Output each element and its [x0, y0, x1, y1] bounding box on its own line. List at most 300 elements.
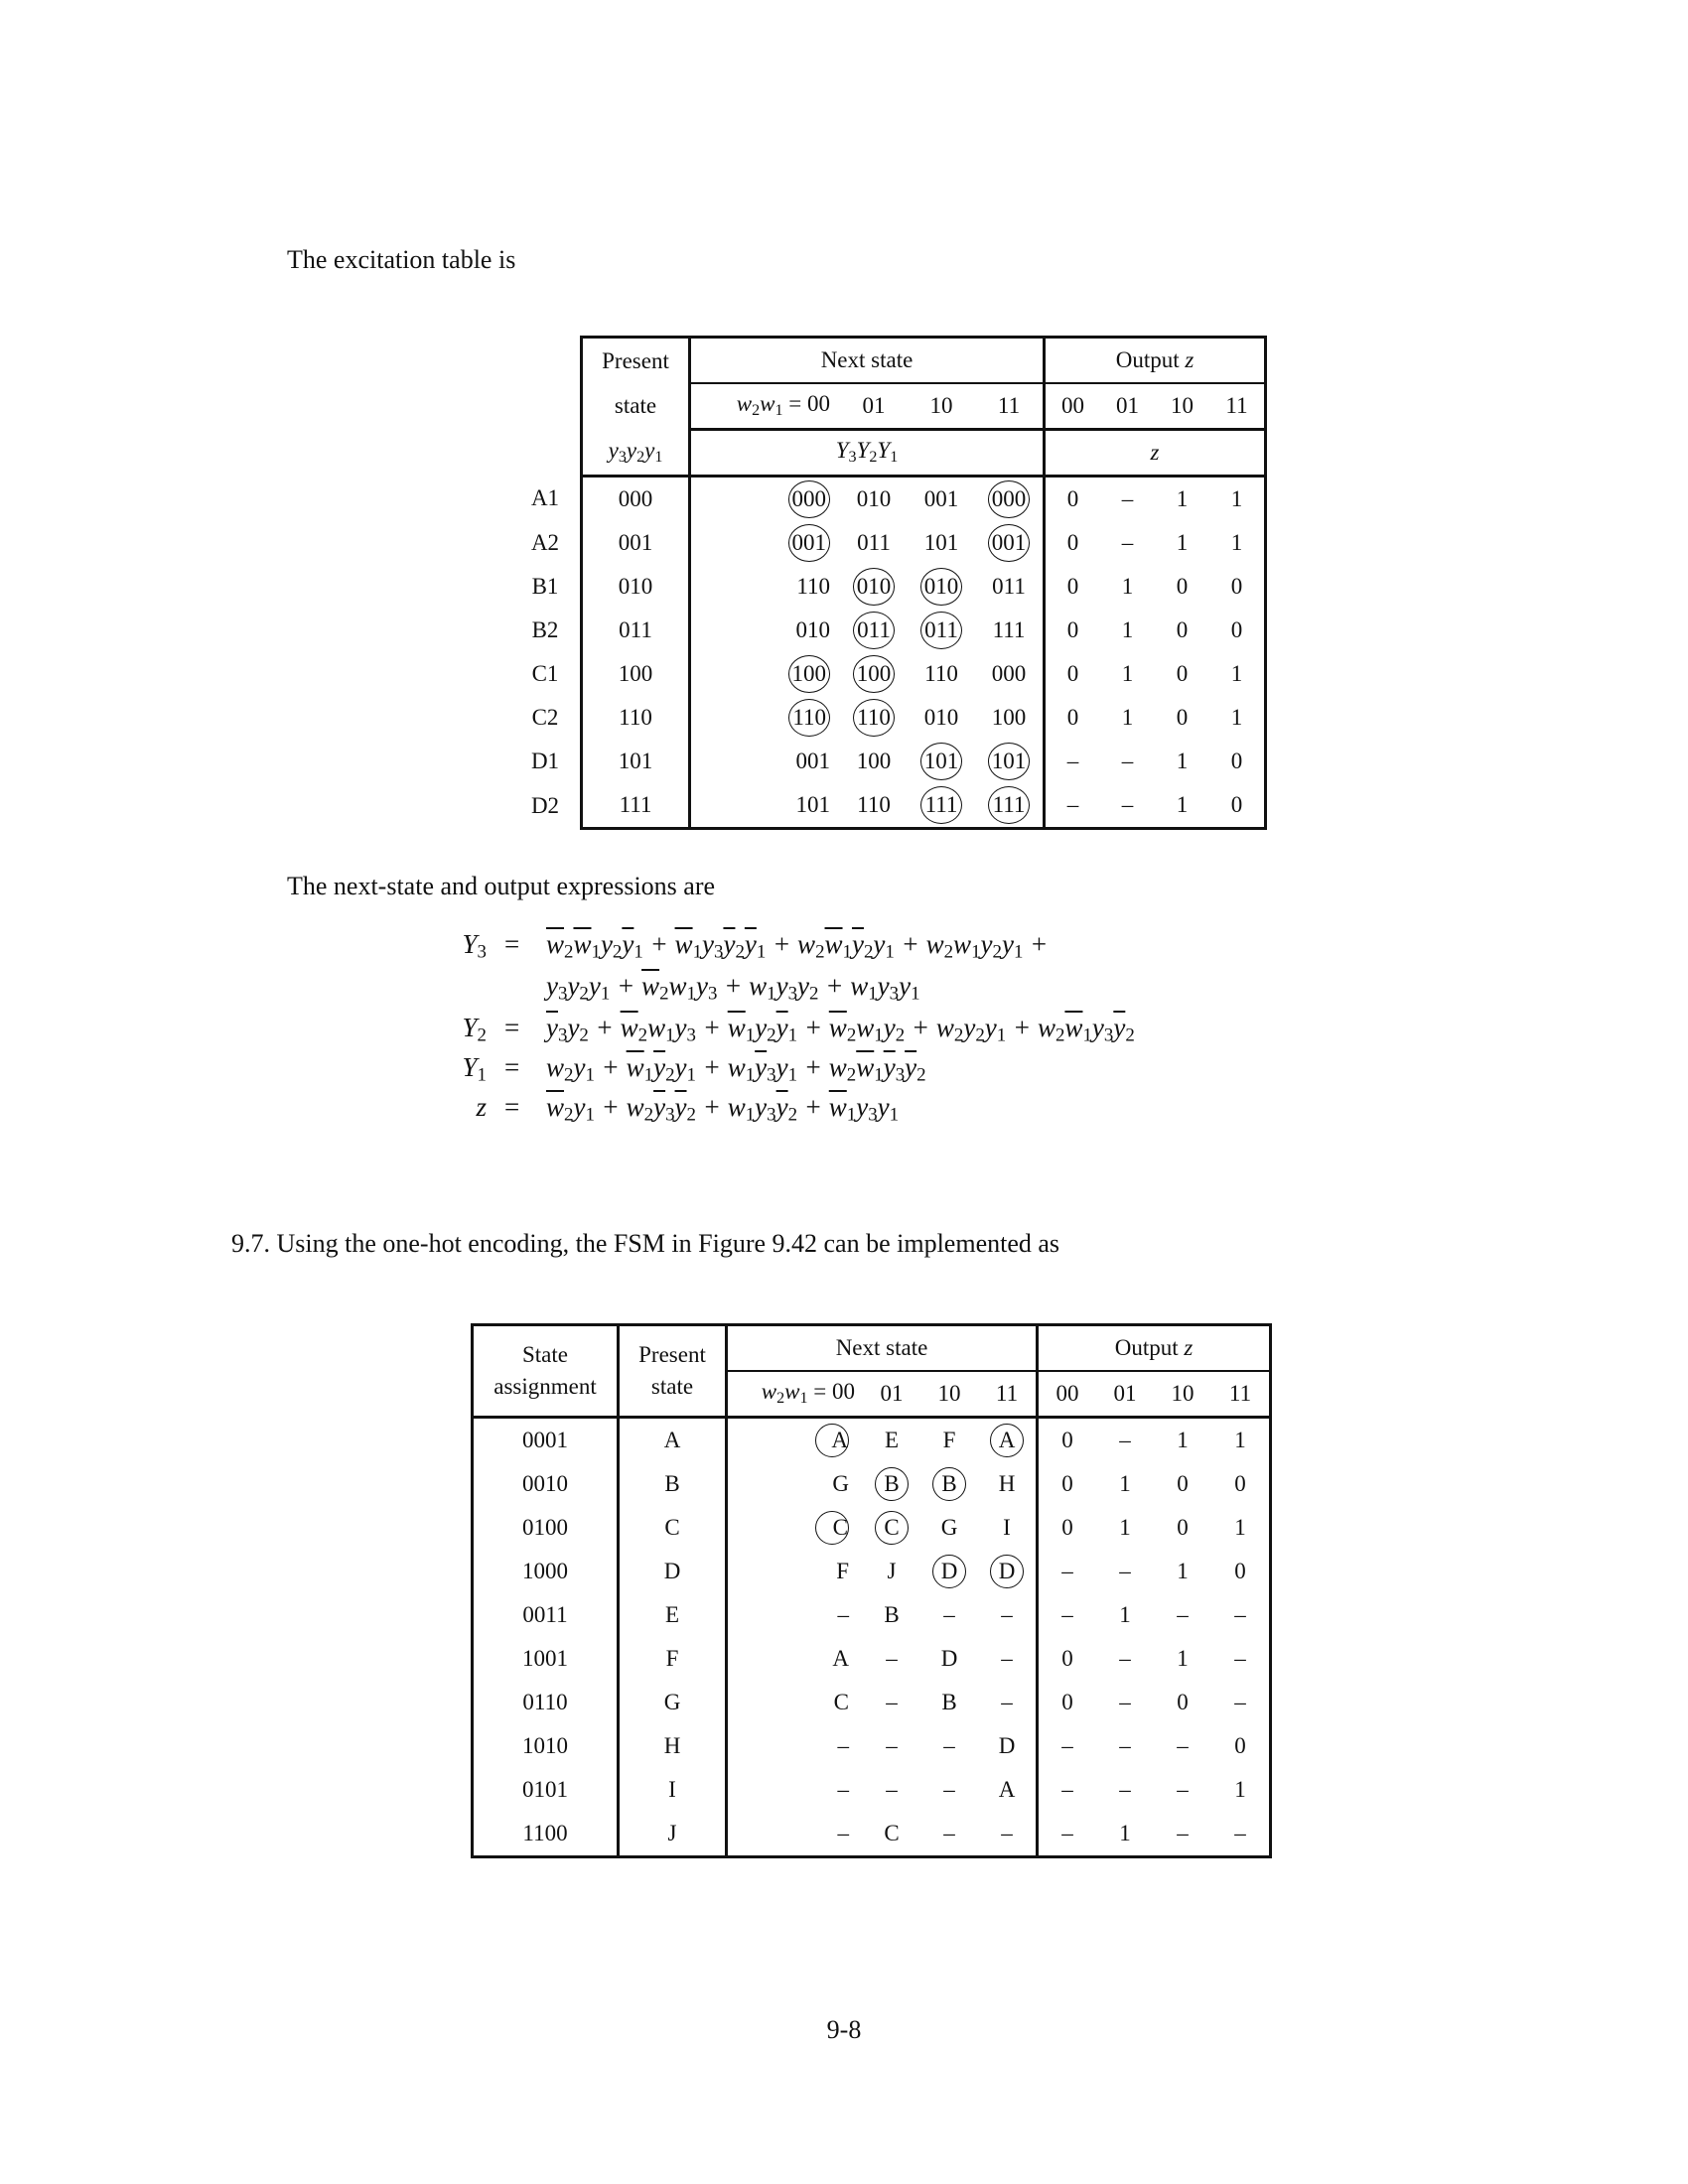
- next-state-cell: [727, 1724, 864, 1768]
- next-state-cell: [975, 565, 1045, 609]
- state-code: 111: [582, 783, 690, 829]
- present-header: Present: [582, 338, 690, 384]
- state-assignment: 0001: [473, 1418, 619, 1463]
- table-row: [500, 652, 1266, 696]
- present-state: A: [619, 1418, 727, 1463]
- next-state-cell: [920, 1462, 978, 1506]
- present-state: C: [619, 1506, 727, 1550]
- next-state-cell: [727, 1550, 864, 1593]
- state-name: A2: [530, 530, 560, 555]
- state-assignment: 0101: [473, 1768, 619, 1812]
- output-cell: 1: [1177, 1559, 1189, 1583]
- present-header-line1: Present: [638, 1342, 706, 1367]
- next-state-cell: [727, 1418, 864, 1463]
- output-cell: 0: [1061, 1646, 1073, 1671]
- next-state-cell: [975, 783, 1045, 829]
- stable-state-circled: 100: [788, 655, 831, 693]
- output-cell: –: [1154, 1812, 1211, 1857]
- next-state-header: Next state: [690, 338, 1045, 384]
- input-col-header: 10: [908, 383, 975, 430]
- next-state-value: B: [884, 1602, 900, 1627]
- output-cell: 0: [1209, 740, 1266, 783]
- next-state-value: D: [940, 1646, 958, 1671]
- output-cell: –: [1119, 1690, 1131, 1714]
- present-state: B: [619, 1462, 727, 1506]
- next-state-value: F: [836, 1559, 849, 1583]
- next-state-cell: [727, 1637, 864, 1681]
- next-state-value: 100: [991, 705, 1027, 730]
- next-state-cell: [690, 477, 841, 522]
- output-cell: –: [1100, 783, 1155, 829]
- next-state-cell: [920, 1418, 978, 1463]
- next-state-cell: [908, 521, 975, 565]
- output-cell: –: [1038, 1812, 1097, 1857]
- table-row: [473, 1681, 1271, 1724]
- next-state-cell: [920, 1593, 978, 1637]
- next-state-value: 100: [856, 749, 892, 773]
- stable-state-circled: 110: [788, 699, 830, 737]
- next-state-cell: [908, 565, 975, 609]
- next-state-cell: [920, 1812, 978, 1857]
- output-cell: 1: [1209, 696, 1266, 740]
- output-cell: 1: [1096, 1812, 1154, 1857]
- next-state-cell: [840, 521, 908, 565]
- next-state-cell: [978, 1462, 1038, 1506]
- next-state-value: 110: [857, 792, 891, 817]
- present-header: [619, 1325, 727, 1418]
- next-state-cell: [863, 1768, 920, 1812]
- stable-state-circled: A: [815, 1424, 849, 1457]
- table-row: [473, 1550, 1271, 1593]
- next-state-value: 110: [796, 574, 830, 599]
- next-state-value: –: [1001, 1646, 1013, 1671]
- section-9-7-text: 9.7. Using the one-hot encoding, the FSM in Figure 9.42 can be implemented as: [231, 1229, 1060, 1258]
- output-cell: 1: [1211, 1768, 1271, 1812]
- next-state-value: –: [943, 1821, 955, 1845]
- table-row: [473, 1812, 1271, 1857]
- next-state-cell: [978, 1681, 1038, 1724]
- stable-state-circled: 010: [920, 568, 963, 606]
- next-state-cell: [863, 1593, 920, 1637]
- next-state-cell: [908, 477, 975, 522]
- output-col-header: 01: [1100, 383, 1155, 430]
- stable-state-circled: C: [875, 1511, 909, 1545]
- next-state-value: D: [998, 1733, 1016, 1758]
- next-state-header: Next state: [727, 1325, 1038, 1372]
- next-state-cell: [863, 1550, 920, 1593]
- output-col-header: 01: [1096, 1371, 1154, 1418]
- output-cell: 1: [1177, 1428, 1189, 1452]
- next-state-value: E: [884, 1428, 900, 1452]
- output-var-header: z: [1045, 430, 1266, 477]
- next-state-cell: [978, 1418, 1038, 1463]
- state-assignment: 0010: [473, 1462, 619, 1506]
- next-state-value: –: [1001, 1821, 1013, 1845]
- next-state-cell: [863, 1681, 920, 1724]
- output-col-header: 00: [1038, 1371, 1097, 1418]
- next-state-cell: [978, 1506, 1038, 1550]
- table-row: [500, 696, 1266, 740]
- next-state-cell: [690, 740, 841, 783]
- output-cell: 0: [1177, 1515, 1189, 1540]
- output-cell: 1: [1121, 661, 1134, 686]
- table-row: [473, 1418, 1271, 1463]
- table-row: [500, 740, 1266, 783]
- next-state-cell: [690, 521, 841, 565]
- next-vars-header: $Y_3Y_2Y_1$: [690, 430, 1045, 477]
- output-header-label: Output z: [1114, 1335, 1194, 1360]
- next-state-value: 010: [856, 486, 892, 511]
- output-cell: 0: [1066, 574, 1079, 599]
- next-state-cell: [920, 1681, 978, 1724]
- state-assignment: 1001: [473, 1637, 619, 1681]
- next-state-cell: [840, 740, 908, 783]
- table-row: [473, 1593, 1271, 1637]
- output-col-header: 10: [1155, 383, 1209, 430]
- next-state-value: –: [837, 1602, 849, 1627]
- output-cell: 0: [1209, 609, 1266, 652]
- next-state-value: –: [943, 1733, 955, 1758]
- output-cell: –: [1061, 1602, 1073, 1627]
- state-name: A1: [530, 485, 560, 511]
- output-cell: –: [1211, 1637, 1271, 1681]
- output-cell: 1: [1177, 1646, 1189, 1671]
- table-row: [473, 1637, 1271, 1681]
- present-state: H: [619, 1724, 727, 1768]
- present-state: D: [619, 1550, 727, 1593]
- next-state-value: 110: [924, 661, 958, 686]
- next-state-value: –: [886, 1690, 898, 1714]
- output-cell: 0: [1177, 1471, 1189, 1496]
- table-row: [473, 1462, 1271, 1506]
- intro-text: The excitation table is: [287, 245, 516, 274]
- page-number: 9-8: [826, 2015, 862, 2044]
- output-cell: 0: [1209, 783, 1266, 829]
- assignment-header: [473, 1325, 619, 1418]
- next-state-value: –: [837, 1821, 849, 1845]
- table-row: [473, 1724, 1271, 1768]
- output-cell: 0: [1211, 1550, 1271, 1593]
- state-code: 110: [582, 696, 690, 740]
- output-cell: 0: [1061, 1690, 1073, 1714]
- next-state-cell: [908, 696, 975, 740]
- next-state-cell: [690, 696, 841, 740]
- stable-state-circled: D: [932, 1555, 966, 1588]
- state-vars-header: $y_3y_2y_1$: [582, 430, 690, 477]
- state-assignment: 1100: [473, 1812, 619, 1857]
- next-state-cell: [727, 1768, 864, 1812]
- next-state-cell: [908, 783, 975, 829]
- input-col-header: 01: [840, 383, 908, 430]
- state-code: 000: [582, 477, 690, 522]
- next-state-cell: [863, 1418, 920, 1463]
- next-state-value: –: [943, 1777, 955, 1802]
- next-state-value: 011: [857, 530, 891, 555]
- present-state: J: [619, 1812, 727, 1857]
- state-code: 100: [582, 652, 690, 696]
- next-state-cell: [840, 477, 908, 522]
- output-cell: 1: [1211, 1418, 1271, 1463]
- stable-state-circled: 111: [920, 786, 962, 824]
- assignment-header-line2: assignment: [493, 1374, 597, 1399]
- table-row: [500, 783, 1266, 829]
- input-col-header: 10: [920, 1371, 978, 1418]
- output-cell: 1: [1209, 652, 1266, 696]
- output-cell: –: [1177, 1777, 1189, 1802]
- next-state-value: G: [940, 1515, 958, 1540]
- output-cell: –: [1061, 1777, 1073, 1802]
- next-state-cell: [863, 1637, 920, 1681]
- next-state-value: J: [887, 1559, 897, 1583]
- next-state-value: –: [886, 1646, 898, 1671]
- output-cell: 1: [1209, 521, 1266, 565]
- stable-state-circled: C: [815, 1511, 849, 1545]
- output-cell: 1: [1155, 783, 1209, 829]
- output-cell: 1: [1121, 705, 1134, 730]
- state-assignment: 1010: [473, 1724, 619, 1768]
- next-state-cell: [690, 609, 841, 652]
- output-cell: 1: [1121, 617, 1134, 642]
- stable-state-circled: D: [990, 1555, 1024, 1588]
- next-state-cell: [920, 1637, 978, 1681]
- stable-state-circled: 001: [788, 524, 831, 562]
- output-header-label: Output z: [1115, 347, 1195, 372]
- output-cell: 1: [1119, 1515, 1131, 1540]
- output-cell: –: [1211, 1812, 1271, 1857]
- stable-state-circled: 011: [920, 612, 962, 649]
- next-state-cell: [863, 1724, 920, 1768]
- next-state-cell: [727, 1462, 864, 1506]
- next-state-cell: [920, 1768, 978, 1812]
- table-row: [500, 565, 1266, 609]
- next-state-value: –: [837, 1733, 849, 1758]
- next-state-cell: [975, 740, 1045, 783]
- next-state-cell: [840, 783, 908, 829]
- output-cell: 1: [1119, 1602, 1131, 1627]
- next-state-cell: [863, 1506, 920, 1550]
- stable-state-circled: 101: [920, 743, 963, 780]
- output-cell: –: [1066, 749, 1079, 773]
- state-assignment: 0011: [473, 1593, 619, 1637]
- output-cell: 1: [1211, 1506, 1271, 1550]
- present-state: E: [619, 1593, 727, 1637]
- stable-state-circled: B: [875, 1467, 909, 1501]
- next-state-value: –: [886, 1733, 898, 1758]
- next-state-cell: [727, 1812, 864, 1857]
- output-cell: 1: [1121, 574, 1134, 599]
- next-state-value: A: [832, 1646, 849, 1671]
- input-label: $w_2w_1 = 00$: [690, 383, 841, 430]
- state-code: 101: [582, 740, 690, 783]
- next-state-value: 010: [795, 617, 830, 642]
- next-state-value: –: [837, 1777, 849, 1802]
- next-state-value: C: [884, 1821, 900, 1845]
- output-cell: –: [1061, 1733, 1073, 1758]
- next-state-value: 000: [991, 661, 1027, 686]
- output-col-header: 00: [1045, 383, 1101, 430]
- next-state-cell: [908, 740, 975, 783]
- stable-state-circled: 001: [988, 524, 1031, 562]
- next-state-cell: [978, 1593, 1038, 1637]
- next-state-cell: [690, 783, 841, 829]
- next-state-value: F: [942, 1428, 956, 1452]
- next-state-value: 001: [923, 486, 959, 511]
- table-row: [500, 521, 1266, 565]
- table-row: [473, 1506, 1271, 1550]
- next-state-cell: [920, 1550, 978, 1593]
- present-state: I: [619, 1768, 727, 1812]
- next-state-value: 111: [992, 617, 1026, 642]
- output-cell: 0: [1066, 661, 1079, 686]
- next-state-value: 101: [923, 530, 959, 555]
- state-assignment: 0110: [473, 1681, 619, 1724]
- output-cell: –: [1121, 749, 1134, 773]
- state-name: D1: [530, 749, 560, 773]
- state-assignment: 1000: [473, 1550, 619, 1593]
- assignment-header-line1: State: [522, 1342, 568, 1367]
- next-state-cell: [920, 1506, 978, 1550]
- next-state-value: –: [1001, 1690, 1013, 1714]
- stable-state-circled: B: [932, 1467, 966, 1501]
- next-state-cell: [840, 652, 908, 696]
- next-state-cell: [727, 1506, 864, 1550]
- next-state-value: A: [998, 1777, 1016, 1802]
- input-col-header: 11: [975, 383, 1045, 430]
- output-cell: –: [1061, 1559, 1073, 1583]
- stable-state-circled: 000: [988, 480, 1031, 518]
- output-cell: 0: [1176, 661, 1189, 686]
- next-state-value: B: [941, 1690, 957, 1714]
- output-cell: 1: [1119, 1471, 1131, 1496]
- next-state-value: 001: [795, 749, 830, 773]
- output-cell: 0: [1061, 1515, 1073, 1540]
- output-cell: 0: [1066, 617, 1079, 642]
- next-state-cell: [863, 1812, 920, 1857]
- next-state-value: 101: [795, 792, 830, 817]
- next-state-cell: [978, 1768, 1038, 1812]
- next-state-value: C: [833, 1690, 849, 1714]
- stable-state-circled: 011: [853, 612, 895, 649]
- output-cell: 0: [1176, 617, 1189, 642]
- stable-state-circled: 111: [988, 786, 1030, 824]
- next-state-cell: [975, 652, 1045, 696]
- output-cell: 1: [1176, 486, 1189, 511]
- next-state-cell: [975, 521, 1045, 565]
- next-state-value: –: [943, 1602, 955, 1627]
- next-state-cell: [727, 1681, 864, 1724]
- output-cell: 0: [1177, 1690, 1189, 1714]
- output-header: [1045, 338, 1266, 384]
- present-header-line2: state: [650, 1374, 694, 1399]
- next-state-cell: [978, 1550, 1038, 1593]
- output-cell: –: [1177, 1733, 1189, 1758]
- next-state-cell: [727, 1593, 864, 1637]
- stable-state-circled: A: [990, 1424, 1024, 1457]
- stable-state-circled: 101: [988, 743, 1031, 780]
- state-name: C2: [531, 705, 559, 730]
- next-state-cell: [690, 652, 841, 696]
- table-row: [500, 477, 1266, 522]
- state-name: B1: [531, 574, 559, 599]
- output-cell: –: [1119, 1428, 1131, 1452]
- output-cell: –: [1177, 1602, 1189, 1627]
- next-state-cell: [920, 1724, 978, 1768]
- state-name: C1: [531, 661, 559, 686]
- next-state-cell: [978, 1637, 1038, 1681]
- next-state-value: I: [1003, 1515, 1011, 1540]
- input-col-header: 11: [978, 1371, 1038, 1418]
- next-state-cell: [975, 609, 1045, 652]
- next-state-cell: [908, 609, 975, 652]
- output-col-header: 11: [1211, 1371, 1271, 1418]
- output-cell: 0: [1066, 530, 1079, 555]
- present-state: G: [619, 1681, 727, 1724]
- stable-state-circled: 010: [853, 568, 896, 606]
- next-state-cell: [863, 1462, 920, 1506]
- input-col-header: 01: [863, 1371, 920, 1418]
- input-label: $w_2w_1 = 00$: [727, 1371, 864, 1418]
- table-row: [473, 1768, 1271, 1812]
- output-cell: –: [1119, 1777, 1131, 1802]
- output-cell: 0: [1176, 705, 1189, 730]
- output-cell: –: [1211, 1681, 1271, 1724]
- output-cell: 0: [1061, 1471, 1073, 1496]
- output-cell: 0: [1066, 705, 1079, 730]
- output-cell: 0: [1061, 1428, 1073, 1452]
- output-cell: 0: [1066, 486, 1079, 511]
- stable-state-circled: 100: [853, 655, 896, 693]
- next-state-cell: [840, 696, 908, 740]
- output-cell: 1: [1176, 530, 1189, 555]
- output-cell: –: [1119, 1733, 1131, 1758]
- next-state-cell: [840, 565, 908, 609]
- output-header: [1038, 1325, 1271, 1372]
- expressions-intro: The next-state and output expressions are: [287, 872, 716, 900]
- next-state-cell: [978, 1724, 1038, 1768]
- excitation-table: [500, 336, 1267, 830]
- output-cell: –: [1121, 486, 1134, 511]
- state-name: D2: [530, 792, 560, 818]
- next-state-cell: [690, 565, 841, 609]
- state-header: state: [582, 383, 690, 430]
- output-cell: –: [1119, 1646, 1131, 1671]
- output-col-header: 11: [1209, 383, 1266, 430]
- table-row: [500, 609, 1266, 652]
- next-state-value: H: [998, 1471, 1016, 1496]
- state-name: B2: [531, 617, 559, 642]
- output-cell: 1: [1176, 749, 1189, 773]
- next-state-value: –: [1001, 1602, 1013, 1627]
- output-cell: 1: [1209, 477, 1266, 522]
- next-state-cell: [975, 477, 1045, 522]
- output-cell: 0: [1176, 574, 1189, 599]
- output-cell: –: [1121, 530, 1134, 555]
- one-hot-table: [471, 1323, 1272, 1858]
- output-col-header: 10: [1154, 1371, 1211, 1418]
- state-code: 001: [582, 521, 690, 565]
- output-cell: –: [1119, 1559, 1131, 1583]
- stable-state-circled: 110: [853, 699, 895, 737]
- next-state-cell: [908, 652, 975, 696]
- state-code: 010: [582, 565, 690, 609]
- next-state-cell: [975, 696, 1045, 740]
- output-cell: 0: [1209, 565, 1266, 609]
- output-cell: –: [1045, 783, 1101, 829]
- next-state-cell: [840, 609, 908, 652]
- stable-state-circled: 000: [788, 480, 831, 518]
- next-state-value: G: [832, 1471, 849, 1496]
- present-state: F: [619, 1637, 727, 1681]
